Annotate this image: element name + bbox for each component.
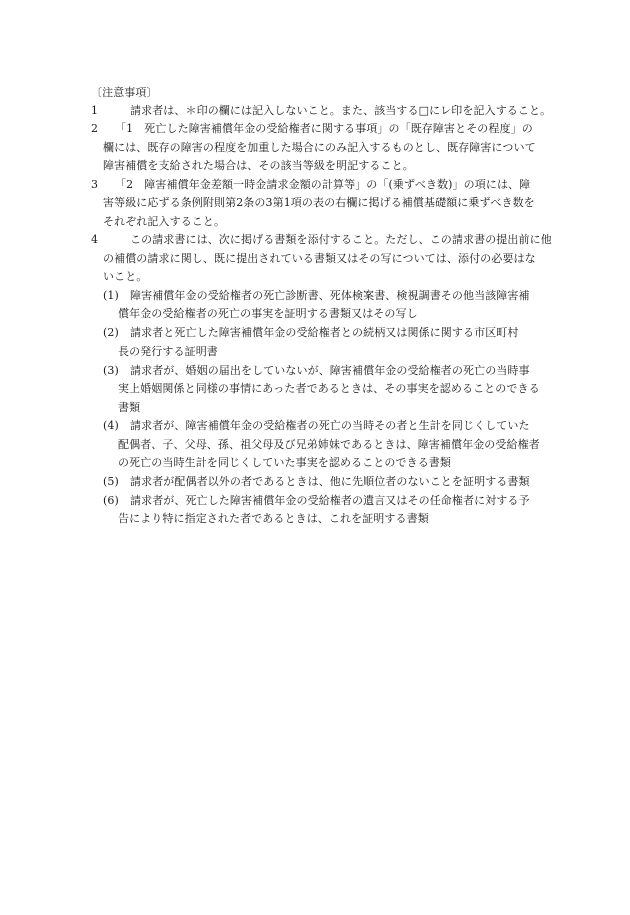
item-4-line-3: いこと。 [103, 270, 148, 283]
sub-item-1-line-1: 障害補償年金の受給権者の死亡診断書、死体検案書、検視調書その他当該障害補 [130, 289, 530, 302]
sub-item-3-line-3: 書類 [118, 401, 141, 414]
item-2-number: 2 [91, 122, 99, 135]
item-3-number: 3 [91, 178, 99, 191]
sub-item-6-number: (6) [103, 494, 119, 507]
sub-item-6-line-1: 請求者が、死亡した障害補償年金の受給権者の遺言又はその任命権者に対する予 [130, 494, 530, 507]
item-3-line-2: 害等級に応ずる条例附則第2条の3第1項の表の右欄に掲げる補償基礎額に乗ずべき数を [103, 196, 535, 209]
item-2-line-1: 「1 死亡した障害補償年金の受給権者に関する事項」の「既存障害とその程度」の [115, 122, 533, 135]
sub-item-4-line-2: 配偶者、子、父母、孫、祖父母及び兄弟姉妹であるときは、障害補償年金の受給権者 [118, 438, 540, 451]
sub-item-1-line-2: 償年金の受給権者の死亡の事実を証明する書類又はその写し [118, 307, 418, 320]
sub-item-2-number: (2) [103, 326, 119, 339]
sub-item-2-line-2: 長の発行する証明書 [118, 345, 218, 358]
item-3-line-1: 「2 障害補償年金差額一時金請求金額の計算等」の「(乗ずべき数)」の項には、障 [115, 178, 531, 191]
item-4-line-1: この請求書には、次に掲げる書類を添付すること。ただし、この請求書の提出前に他 [130, 233, 552, 246]
sub-item-5-line-1: 請求者が配偶者以外の者であるときは、他に先順位者のないことを証明する書類 [130, 475, 530, 488]
sub-item-4-number: (4) [103, 419, 119, 432]
sub-item-3-line-2: 実上婚姻関係と同様の事情にあった者であるときは、その事実を認めることのできる [118, 382, 540, 395]
sub-item-5-number: (5) [103, 475, 119, 488]
item-4-line-2: の補償の請求に関し、既に提出されている書類又はその写については、添付の必要はな [103, 252, 536, 265]
sub-item-2-line-1: 請求者と死亡した障害補償年金の受給権者との続柄又は関係に関する市区町村 [130, 326, 519, 339]
sub-item-4-line-3: の死亡の当時生計を同じくしていた事実を認めることのできる書類 [118, 456, 451, 469]
item-2-line-3: 障害補償を支給された場合は、その該当等級を明記すること。 [103, 159, 414, 172]
notes-heading: 〔注意事項〕 [91, 86, 158, 99]
sub-item-6-line-2: 告により特に指定された者であるときは、これを証明する書類 [118, 512, 429, 525]
item-4-number: 4 [91, 233, 99, 246]
item-2-line-2: 欄には、既存の障害の程度を加重した場合にのみ記入するものとし、既存障害について [103, 141, 536, 154]
item-3-line-3: それぞれ記入すること。 [103, 215, 226, 228]
sub-item-3-line-1: 請求者が、婚姻の届出をしていないが、障害補償年金の受給権者の死亡の当時事 [130, 364, 530, 377]
item-1-line-1: 請求者は、＊印の欄には記入しないこと。また、該当する□にレ印を記入すること。 [130, 104, 552, 117]
item-1-number: 1 [91, 104, 99, 117]
sub-item-4-line-1: 請求者が、障害補償年金の受給権者の死亡の当時その者と生計を同じくしていた [130, 419, 530, 432]
sub-item-1-number: (1) [103, 289, 119, 302]
sub-item-3-number: (3) [103, 364, 119, 377]
